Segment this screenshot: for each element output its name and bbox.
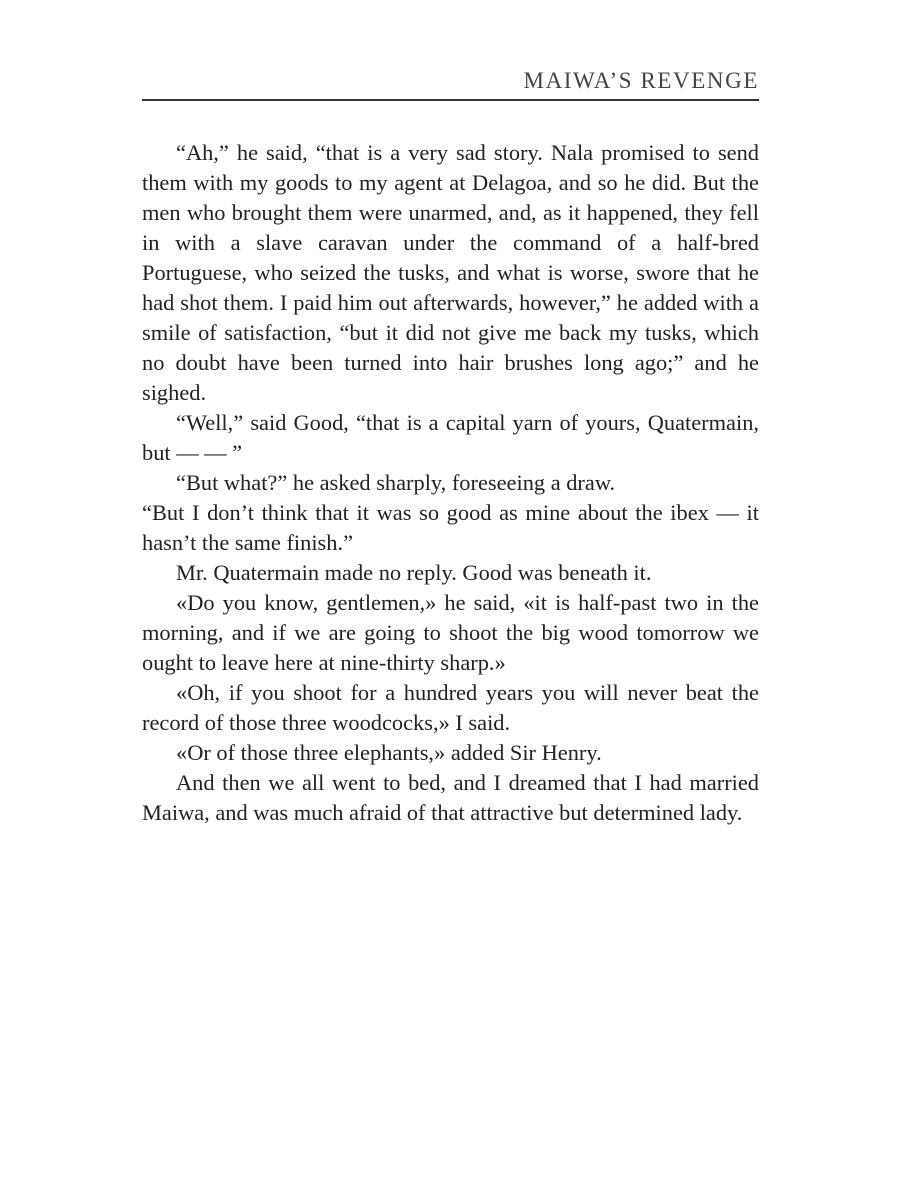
- paragraph: «Do you know, gentlemen,» he said, «it is half-past two in the morning, and if we are going to shoot the big wood tomorrow we ought to leave here at nine-thirty sharp.»: [142, 590, 759, 675]
- paragraph: «Oh, if you shoot for a hundred years you will never beat the record of those three woodcocks,» I said.: [142, 680, 759, 735]
- paragraph: And then we all went to bed, and I dreamed that I had married Maiwa, and was much afraid of that attractive but determined lady.: [142, 770, 759, 825]
- book-page: [142, 0, 759, 1200]
- paragraph: Mr. Quatermain made no reply. Good was beneath it.: [176, 560, 652, 585]
- paragraph: “But I don’t think that it was so good as mine about the ibex — it hasn’t the same finish.”: [142, 500, 759, 555]
- header-divider: [142, 99, 759, 101]
- body-text: [142, 138, 759, 828]
- paragraph: “But what?” he asked sharply, foreseeing a draw.: [176, 470, 616, 495]
- paragraph: “Well,” said Good, “that is a capital yarn of yours, Quatermain, but — — ”: [142, 410, 759, 465]
- paragraph: “Ah,” he said, “that is a very sad story. Nala promised to send them with my goods to my agent at Delagoa, and so he did. But the men who brought them were unarmed, and, as it happened, they fell in with a slave caravan under the command of a half-bred Portuguese, who seized the tusks, and what is worse, swore that he had shot them. I paid him out afterwards, however,” he added with a smile of satisfaction, “but it did not give me back my tusks, which no doubt have been turned into hair brushes long ago;” and he sighed.: [142, 140, 759, 405]
- running-header-title: MAIWA’S REVENGE: [523, 68, 759, 93]
- paragraph: «Or of those three elephants,» added Sir Henry.: [176, 740, 602, 765]
